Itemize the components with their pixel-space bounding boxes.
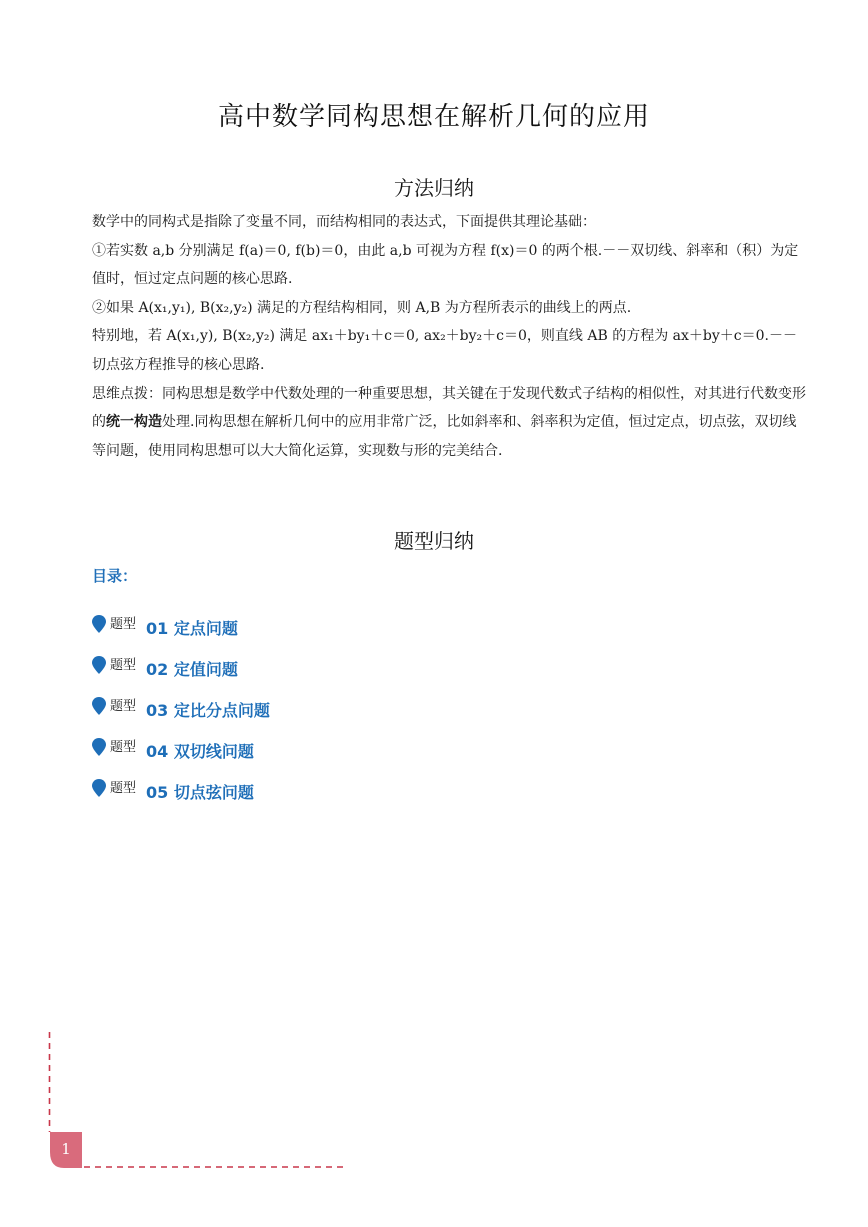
toc-item-02[interactable] xyxy=(92,639,270,680)
map-pin-icon xyxy=(92,656,106,674)
toc-item-03[interactable] xyxy=(92,680,270,721)
toc-list xyxy=(92,598,270,803)
section-heading-method: 方法归纳 xyxy=(394,176,474,200)
paragraph-1: ①若实数 a,b 分别满足 f(a)＝0, f(b)＝0，由此 a,b 可视为方程 f(x)＝0 的两个根.－－双切线、斜率和（积）为定值时，恒过定点问题的核心思路. xyxy=(92,242,799,288)
paragraph-3: 特别地，若 A(x₁,y), B(x₂,y₂) 满足 ax₁＋by₁＋c＝0, ax₂＋by₂＋c＝0，则直线 AB 的方程为 ax＋by＋c＝0.－－切点弦方程推导的核心思路. xyxy=(92,328,797,373)
page-title: 高中数学同构思想在解析几何的应用 xyxy=(217,102,650,132)
toc-item-04[interactable] xyxy=(92,721,270,762)
toc-link-label[interactable]: 02 定值问题 xyxy=(146,660,238,679)
map-pin-icon xyxy=(92,615,106,633)
map-pin-icon xyxy=(92,738,106,756)
toc-link-label[interactable]: 01 定点问题 xyxy=(146,619,238,638)
toc-title: 目录： xyxy=(92,567,138,585)
map-pin-icon xyxy=(92,779,106,797)
toc-link-label[interactable]: 03 定比分点问题 xyxy=(146,701,270,720)
paragraph-4-after: 处理.同构思想在解析几何中的应用非常广泛，比如斜率和、斜率积为定值，恒过定点，切点弦，双切线等问题，使用同构思想可以大大简化运算，实现数与形的完美结合. xyxy=(92,414,797,459)
toc-kind-label: 题型 xyxy=(110,617,137,632)
paragraph-4-before: 思维点拨：同构思想是数学中代数处理的一种重要思想，其关键在于发现代数式子结构的相似性，对其进行代数变形的 xyxy=(92,385,806,431)
toc-link-label[interactable]: 05 切点弦问题 xyxy=(146,783,254,802)
toc-kind-label: 题型 xyxy=(110,781,137,796)
paragraph-2: ②如果 A(x₁,y₁), B(x₂,y₂) 满足的方程结构相同，则 A,B 为方程所表示的曲线上的两点. xyxy=(92,299,632,316)
toc-link-label[interactable]: 04 双切线问题 xyxy=(146,742,254,761)
toc-item-01[interactable] xyxy=(92,598,270,639)
map-pin-icon xyxy=(92,697,106,715)
section-heading-types: 题型归纳 xyxy=(394,529,474,553)
paragraph-intro: 数学中的同构式是指除了变量不同，而结构相同的表达式，下面提供其理论基础： xyxy=(92,214,596,230)
toc-kind-label: 题型 xyxy=(110,740,137,755)
page-corner-decoration xyxy=(48,1032,348,1172)
toc-kind-label: 题型 xyxy=(110,658,137,673)
toc-kind-label: 题型 xyxy=(110,699,137,714)
page-number: 1 xyxy=(61,1140,71,1158)
toc-item-05[interactable] xyxy=(92,762,270,803)
method-body xyxy=(92,208,808,465)
paragraph-4 xyxy=(92,380,808,466)
paragraph-4-strong: 统一构造 xyxy=(106,414,162,431)
